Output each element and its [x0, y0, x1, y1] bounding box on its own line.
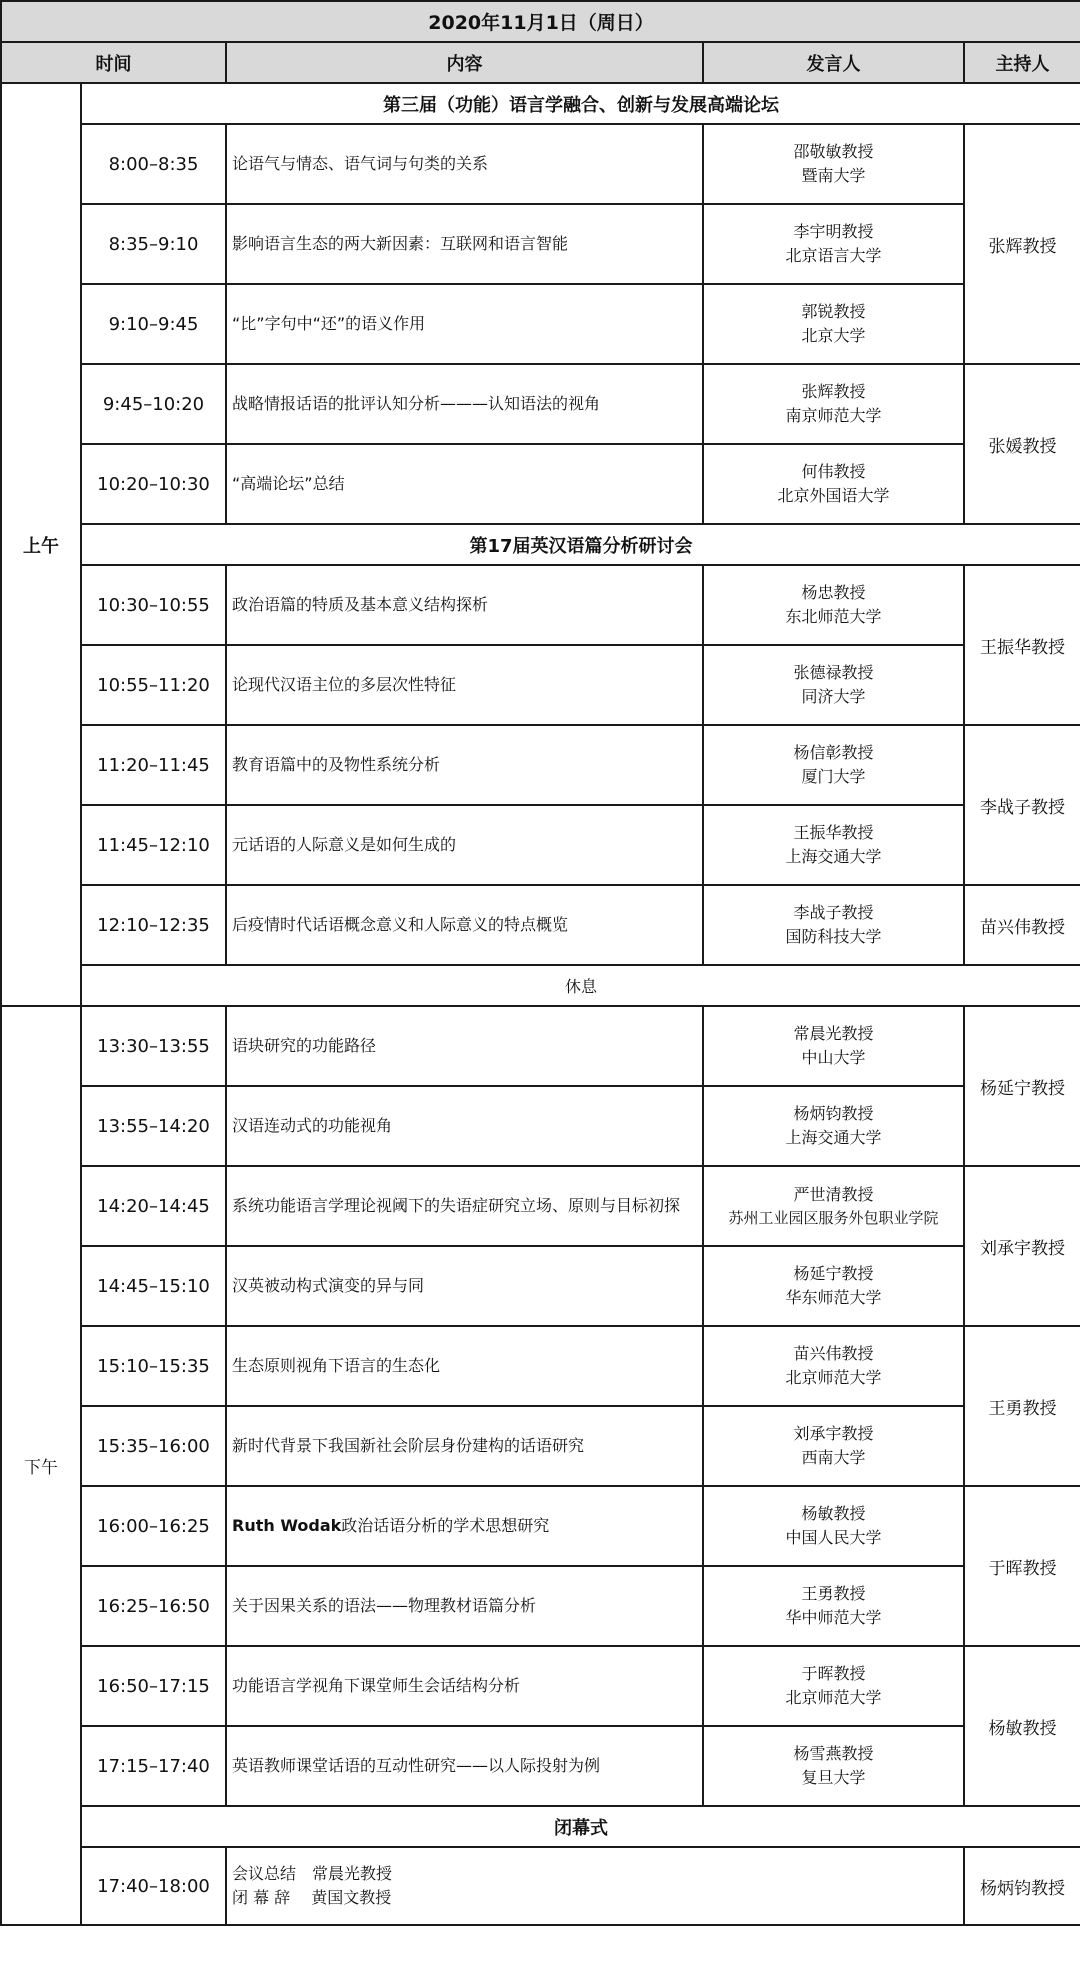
session-topic: 生态原则视角下语言的生态化: [226, 1326, 703, 1406]
header-speaker: 发言人: [703, 42, 964, 83]
session-topic: 影响语言生态的两大新因素：互联网和语言智能: [226, 204, 703, 284]
section-row: [1, 524, 1080, 565]
table-row: [1, 1406, 1080, 1486]
section-row: [1, 83, 1080, 124]
section-row: [1, 1806, 1080, 1847]
title-row: [1, 1, 1080, 42]
speaker-affiliation: 国防科技大学: [785, 927, 882, 946]
speaker-name: 常晨光教授: [793, 1024, 874, 1043]
session-topic: 汉语连动式的功能视角: [226, 1086, 703, 1166]
speaker-name: 王振华教授: [793, 823, 874, 842]
table-row: [1, 805, 1080, 885]
header-host: 主持人: [964, 42, 1080, 83]
speaker-name: 杨忠教授: [801, 583, 866, 602]
topic-text: 政治话语分析的学术思想研究: [341, 1516, 550, 1535]
table-row: [1, 1486, 1080, 1566]
speaker-name: 李战子教授: [793, 903, 874, 922]
session-time: 12:10–12:35: [81, 885, 226, 965]
session-topic: 后疫情时代话语概念意义和人际意义的特点概览: [226, 885, 703, 965]
session-topic: 汉英被动构式演变的异与同: [226, 1246, 703, 1326]
session-topic: 论现代汉语主位的多层次性特征: [226, 645, 703, 725]
speaker-name: 杨雪燕教授: [793, 1744, 874, 1763]
session-time: 16:25–16:50: [81, 1566, 226, 1646]
session-topic: 战略情报话语的批评认知分析———认知语法的视角: [226, 364, 703, 444]
speaker-affiliation: 北京师范大学: [785, 1368, 882, 1387]
session-speaker: [703, 1166, 964, 1246]
session-topic: 语块研究的功能路径: [226, 1006, 703, 1086]
speaker-name: 杨延宁教授: [793, 1264, 874, 1283]
speaker-name: 杨敏教授: [801, 1504, 866, 1523]
session-time: 16:00–16:25: [81, 1486, 226, 1566]
session-host: 刘承宇教授: [964, 1166, 1080, 1326]
table-row: [1, 364, 1080, 444]
session-topic: 教育语篇中的及物性系统分析: [226, 725, 703, 805]
session-speaker: [703, 1086, 964, 1166]
session-topic: [226, 1486, 703, 1566]
header-content: 内容: [226, 42, 703, 83]
speaker-name: 王勇教授: [801, 1584, 866, 1603]
period-morning: 上午: [1, 83, 81, 1006]
session-host: 王振华教授: [964, 565, 1080, 725]
session-time: 13:30–13:55: [81, 1006, 226, 1086]
speaker-affiliation: 暨南大学: [801, 166, 866, 185]
session-host: 张辉教授: [964, 124, 1080, 364]
session-time: 9:10–9:45: [81, 284, 226, 364]
break-label: 休息: [81, 965, 1080, 1006]
session-topic: 功能语言学视角下课堂师生会话结构分析: [226, 1646, 703, 1726]
session-speaker: [703, 1726, 964, 1806]
session-time: 16:50–17:15: [81, 1646, 226, 1726]
speaker-affiliation: 西南大学: [801, 1448, 866, 1467]
session-speaker: [703, 1646, 964, 1726]
session-speaker: [703, 1486, 964, 1566]
session-time: 9:45–10:20: [81, 364, 226, 444]
speaker-affiliation: 厦门大学: [801, 767, 866, 786]
table-row: [1, 204, 1080, 284]
session-time: 10:55–11:20: [81, 645, 226, 725]
speaker-affiliation: 北京语言大学: [785, 246, 882, 265]
section-closing-title: 闭幕式: [81, 1806, 1080, 1847]
speaker-affiliation: 上海交通大学: [785, 1128, 882, 1147]
session-time: 11:45–12:10: [81, 805, 226, 885]
session-speaker: [703, 364, 964, 444]
session-time: 10:30–10:55: [81, 565, 226, 645]
session-speaker: [703, 1006, 964, 1086]
session-time: 8:35–9:10: [81, 204, 226, 284]
speaker-affiliation: 北京大学: [801, 326, 866, 345]
session-speaker: [703, 565, 964, 645]
speaker-affiliation: 华东师范大学: [785, 1288, 882, 1307]
session-time: 15:10–15:35: [81, 1326, 226, 1406]
speaker-name: 杨炳钧教授: [793, 1104, 874, 1123]
session-topic: 英语教师课堂话语的互动性研究——以人际投射为例: [226, 1726, 703, 1806]
session-host: 杨敏教授: [964, 1646, 1080, 1806]
table-row: [1, 1326, 1080, 1406]
session-time: 10:20–10:30: [81, 444, 226, 524]
session-time: 17:15–17:40: [81, 1726, 226, 1806]
schedule-title: 2020年11月1日（周日）: [1, 1, 1080, 42]
session-host: 李战子教授: [964, 725, 1080, 885]
session-topic: 新时代背景下我国新社会阶层身份建构的话语研究: [226, 1406, 703, 1486]
speaker-name: 张德禄教授: [793, 663, 874, 682]
speaker-affiliation: 同济大学: [801, 687, 866, 706]
session-host: 张媛教授: [964, 364, 1080, 524]
header-time: 时间: [1, 42, 226, 83]
speaker-name: 李宇明教授: [793, 222, 874, 241]
speaker-name: 刘承宇教授: [793, 1424, 874, 1443]
session-time: 11:20–11:45: [81, 725, 226, 805]
speaker-affiliation: 苏州工业园区服务外包职业学院: [728, 1208, 939, 1227]
table-row: [1, 565, 1080, 645]
session-speaker: [703, 204, 964, 284]
session-time: 14:45–15:10: [81, 1246, 226, 1326]
table-row: [1, 1646, 1080, 1726]
session-topic: 政治语篇的特质及基本意义结构探析: [226, 565, 703, 645]
table-row: [1, 1166, 1080, 1246]
table-row: [1, 725, 1080, 805]
session-speaker: [703, 645, 964, 725]
session-time: 13:55–14:20: [81, 1086, 226, 1166]
speaker-affiliation: 东北师范大学: [785, 607, 882, 626]
speaker-affiliation: 中山大学: [801, 1048, 866, 1067]
closing-host: 杨炳钧教授: [964, 1847, 1080, 1925]
table-row: [1, 444, 1080, 524]
table-row: [1, 1246, 1080, 1326]
speaker-name: 邵敬敏教授: [793, 142, 874, 161]
speaker-affiliation: 北京师范大学: [785, 1688, 882, 1707]
table-row: [1, 284, 1080, 364]
closing-time: 17:40–18:00: [81, 1847, 226, 1925]
session-topic: “比”字句中“还”的语义作用: [226, 284, 703, 364]
speaker-name: 郭锐教授: [801, 302, 866, 321]
closing-row: [1, 1847, 1080, 1925]
table-row: [1, 1566, 1080, 1646]
session-host: 王勇教授: [964, 1326, 1080, 1486]
section-seminar-title: 第17届英汉语篇分析研讨会: [81, 524, 1080, 565]
session-speaker: [703, 124, 964, 204]
break-row: [1, 965, 1080, 1006]
table-row: [1, 1006, 1080, 1086]
session-host: 于晖教授: [964, 1486, 1080, 1646]
table-row: [1, 645, 1080, 725]
session-time: 14:20–14:45: [81, 1166, 226, 1246]
speaker-name: 张辉教授: [801, 382, 866, 401]
session-speaker: [703, 1246, 964, 1326]
session-time: 8:00–8:35: [81, 124, 226, 204]
speaker-name: 严世清教授: [793, 1184, 874, 1204]
session-topic: 元话语的人际意义是如何生成的: [226, 805, 703, 885]
table-row: [1, 1726, 1080, 1806]
closing-summary: 会议总结 常晨光教授: [232, 1864, 393, 1883]
session-speaker: [703, 444, 964, 524]
speaker-affiliation: 南京师范大学: [785, 406, 882, 425]
speaker-affiliation: 北京外国语大学: [777, 486, 890, 505]
session-topic: 论语气与情态、语气词与句类的关系: [226, 124, 703, 204]
topic-latin-name: Ruth Wodak: [232, 1516, 342, 1535]
session-topic: 关于因果关系的语法——物理教材语篇分析: [226, 1566, 703, 1646]
session-topic: 系统功能语言学理论视阈下的失语症研究立场、原则与目标初探: [226, 1166, 703, 1246]
session-speaker: [703, 1326, 964, 1406]
closing-content: [226, 1847, 964, 1925]
speaker-affiliation: 上海交通大学: [785, 847, 882, 866]
speaker-name: 杨信彰教授: [793, 743, 874, 762]
header-row: [1, 42, 1080, 83]
session-speaker: [703, 284, 964, 364]
speaker-name: 苗兴伟教授: [793, 1344, 874, 1363]
session-topic: “高端论坛”总结: [226, 444, 703, 524]
period-afternoon: 下午: [1, 1006, 81, 1925]
table-row: [1, 1086, 1080, 1166]
speaker-name: 何伟教授: [801, 462, 866, 481]
closing-speech: 闭 幕 辞 黄国文教授: [232, 1888, 392, 1907]
session-time: 15:35–16:00: [81, 1406, 226, 1486]
table-row: [1, 124, 1080, 204]
section-forum-title: 第三届（功能）语言学融合、创新与发展高端论坛: [81, 83, 1080, 124]
table-row: [1, 885, 1080, 965]
session-speaker: [703, 1406, 964, 1486]
speaker-affiliation: 华中师范大学: [785, 1608, 882, 1627]
session-host: 杨延宁教授: [964, 1006, 1080, 1166]
speaker-affiliation: 中国人民大学: [785, 1528, 882, 1547]
session-speaker: [703, 1566, 964, 1646]
session-speaker: [703, 885, 964, 965]
session-speaker: [703, 725, 964, 805]
speaker-affiliation: 复旦大学: [801, 1768, 866, 1787]
speaker-name: 于晖教授: [801, 1664, 866, 1683]
session-host: 苗兴伟教授: [964, 885, 1080, 965]
session-speaker: [703, 805, 964, 885]
